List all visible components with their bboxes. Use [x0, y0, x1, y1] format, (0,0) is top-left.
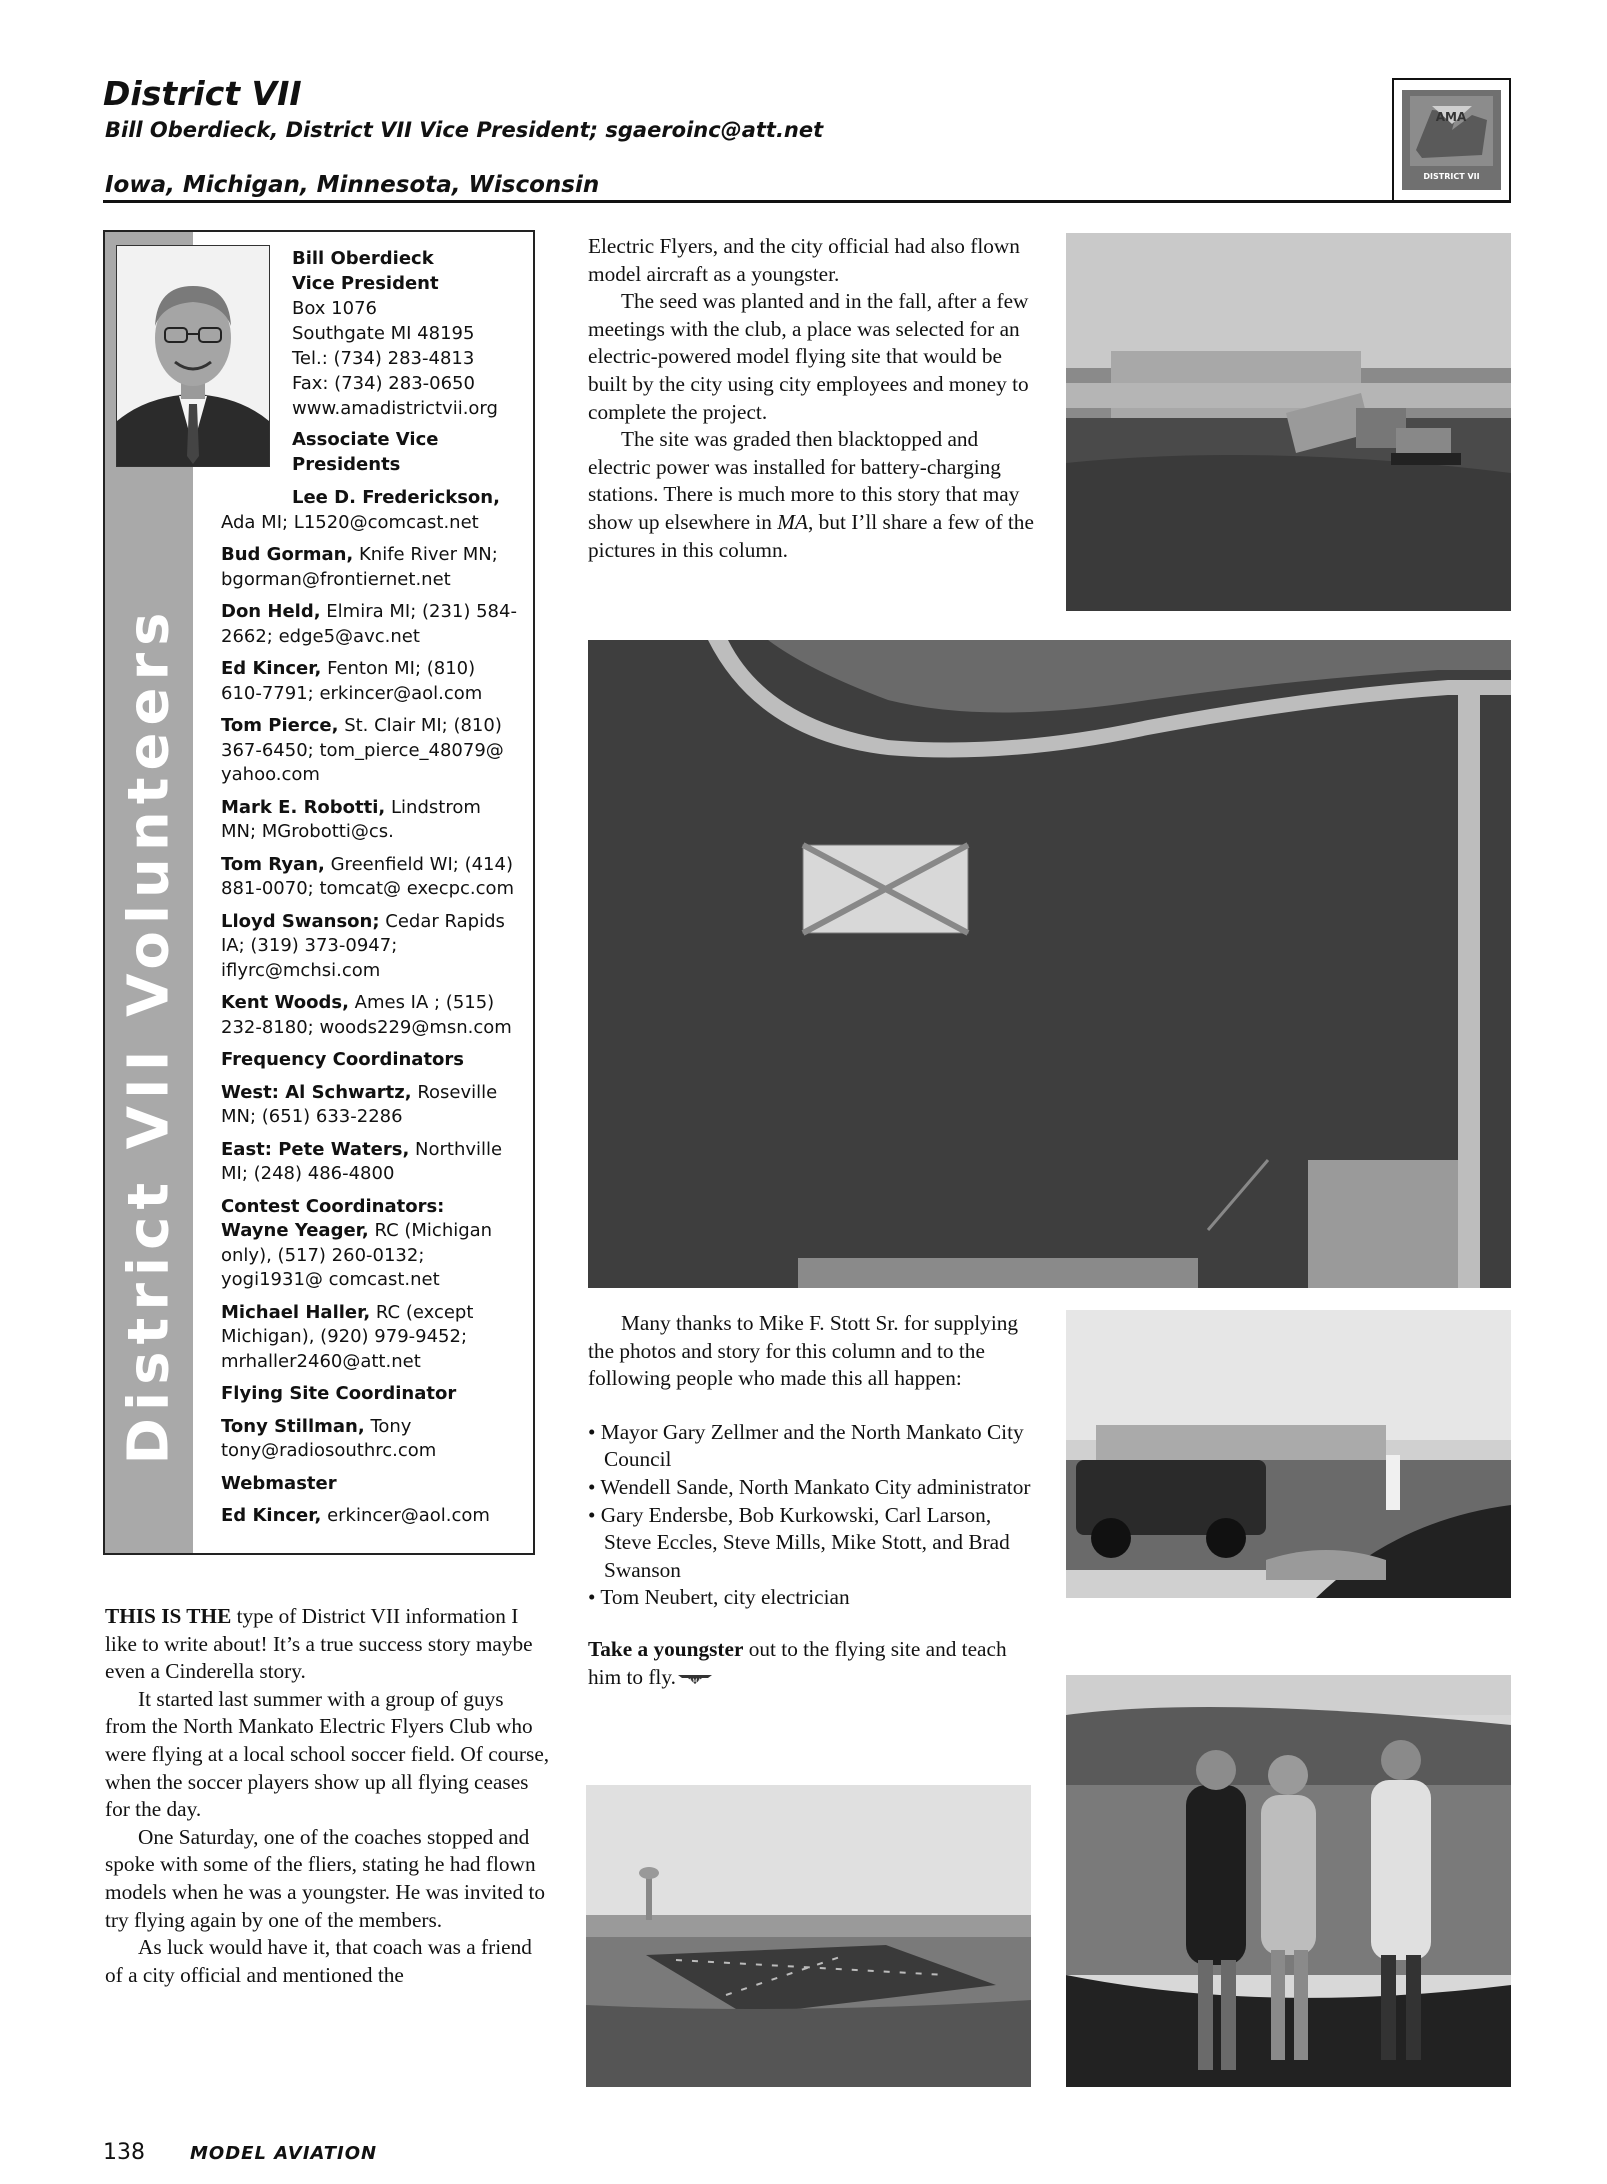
volunteer-entry: Lloyd Swanson; Cedar Rapids IA; (319) 373-0947; iflyrc@mchsi.com — [221, 910, 505, 981]
page-number: 138 — [103, 2140, 145, 2165]
vp-tel: Tel.: (734) 283-4813 — [292, 348, 475, 369]
volunteer-entry: Ed Kincer, Fenton MI; (810) 610-7791; erkincer@aol.com — [221, 658, 483, 704]
article-column-1 — [105, 1603, 550, 1989]
sidebar-vertical-title: District VII Volunteers — [116, 605, 182, 1465]
site-heading: Flying Site Coordinator — [221, 1383, 457, 1404]
photo-flying-pad — [586, 1785, 1031, 2087]
article-paragraph: THIS IS THE type of District VII information I like to write about! It’s a true success story maybe even a Cinderella story. — [105, 1604, 533, 1684]
vp-portrait — [116, 245, 270, 467]
header-rule — [103, 200, 1511, 203]
vp-website: www.amadistrictvii.org — [292, 398, 498, 419]
article-paragraph: Electric Flyers, and the city official had also flown model aircraft as a youngster. — [588, 234, 1020, 286]
article-paragraph: Many thanks to Mike F. Stott Sr. for supplying the photos and story for this column and to the following people who made this all happen: — [588, 1311, 1019, 1391]
district-logo — [1392, 78, 1511, 202]
list-item: • Tom Neubert, city electrician — [588, 1585, 850, 1610]
article-paragraph: One Saturday, one of the coaches stopped and spoke with some of the fliers, stating he had flown models when he was a youngster. He was invited to try flying again by one of the members. — [105, 1824, 546, 1932]
volunteer-entry: Tom Pierce, St. Clair MI; (810) 367-6450; tom_pierce_48079@ yahoo.com — [221, 715, 504, 785]
volunteer-entry: West: Al Schwartz, Roseville MN; (651) 633-2286 — [221, 1081, 498, 1127]
vp-title: Vice President — [292, 273, 439, 294]
page-subtitle: Bill Oberdieck, District VII Vice President; sgaeroinc@att.net — [105, 118, 824, 142]
article-paragraph: The seed was planted and in the fall, after a few meetings with the club, a place was selected for an electric-powered model flying site that would be built by the city using city employees and money to complete the project. — [588, 289, 1029, 424]
volunteer-entry: Wayne Yeager, RC (Michigan only), (517) 260-0132; yogi1931@ comcast.net — [221, 1220, 493, 1290]
vp-address1: Box 1076 — [292, 298, 377, 319]
photo-spectators — [1066, 1675, 1511, 2087]
volunteer-entry: Tom Ryan, Greenfield WI; (414) 881-0070; tomcat@ execpc.com — [221, 853, 515, 899]
article-paragraph: As luck would have it, that coach was a friend of a city official and mentioned the — [105, 1935, 532, 1987]
volunteer-entry: Tony Stillman, Tony tony@radiosouthrc.com — [221, 1415, 437, 1461]
webmaster-heading: Webmaster — [221, 1472, 337, 1494]
article-paragraph: It started last summer with a group of guys from the North Mankato Electric Flyers Club who were flying at a local school soccer field. Of course, when the soccer players show up all flying ceases for the day. — [105, 1686, 550, 1822]
volunteer-entry: Don Held, Elmira MI; (231) 584-2662; edge5@avc.net — [221, 601, 517, 647]
vp-fax: Fax: (734) 283-0650 — [292, 373, 475, 394]
photo-aerial-site — [588, 640, 1511, 1288]
logo-label: DISTRICT VII — [1423, 172, 1480, 181]
volunteer-entry: Bud Gorman, Knife River MN; bgorman@frontiernet.net — [221, 544, 498, 590]
contest-heading: Contest Coordinators: — [221, 1195, 445, 1217]
logo-image — [1402, 90, 1501, 190]
vp-contact — [292, 246, 498, 477]
magazine-name: MODEL AVIATION — [190, 2143, 378, 2164]
closing-paragraph: Take a youngster out to the flying site and teach him to fly. AMA — [588, 1636, 1038, 1693]
volunteer-entry: Mark E. Robotti, Lindstrom MN; MGrobotti@cs. — [221, 796, 481, 842]
svg-text:AMA: AMA — [688, 1677, 702, 1685]
volunteer-entry: Ed Kincer, erkincer@aol.com — [221, 1505, 490, 1526]
page-title: District VII — [103, 74, 302, 113]
district-states: Iowa, Michigan, Minnesota, Wisconsin — [105, 172, 600, 198]
article-column-2-top — [588, 233, 1038, 564]
volunteer-list — [221, 486, 521, 1537]
article-column-2-bottom — [588, 1310, 1038, 1692]
thanks-list — [588, 1419, 1038, 1612]
svg-text:AMA: AMA — [1435, 110, 1467, 124]
volunteer-entry: Michael Haller, RC (except Michigan), (920) 979-9452; mrhaller2460@att.net — [221, 1301, 474, 1372]
ama-end-icon — [678, 1665, 712, 1693]
vp-name: Bill Oberdieck — [292, 248, 434, 269]
volunteer-entry: East: Pete Waters, Northville MI; (248) 486-4800 — [221, 1138, 503, 1184]
frequency-heading: Frequency Coordinators — [221, 1049, 465, 1070]
volunteer-entry: Lee D. Frederickson, Ada MI; L1520@comcast.net — [221, 487, 500, 533]
photo-dump-truck — [1066, 233, 1511, 611]
volunteer-entry: Kent Woods, Ames IA ; (515) 232-8180; woods229@msn.com — [221, 992, 512, 1038]
article-paragraph: The site was graded then blacktopped and electric power was installed for battery-charging stations. There is much more to this story that may show up elsewhere in MA, but I’ll share a few of the pictures in this column. — [588, 427, 1034, 562]
list-item: • Wendell Sande, North Mankato City administrator — [588, 1474, 1031, 1499]
assoc-vp-heading: Associate Vice Presidents — [292, 429, 439, 475]
photo-pickup-truck — [1066, 1310, 1511, 1598]
vp-address2: Southgate MI 48195 — [292, 323, 475, 344]
list-item: • Mayor Gary Zellmer and the North Mankato City Council — [588, 1419, 1024, 1472]
list-item: • Gary Endersbe, Bob Kurkowski, Carl Larson, Steve Eccles, Steve Mills, Mike Stott, and Brad Swanson — [588, 1502, 1010, 1582]
